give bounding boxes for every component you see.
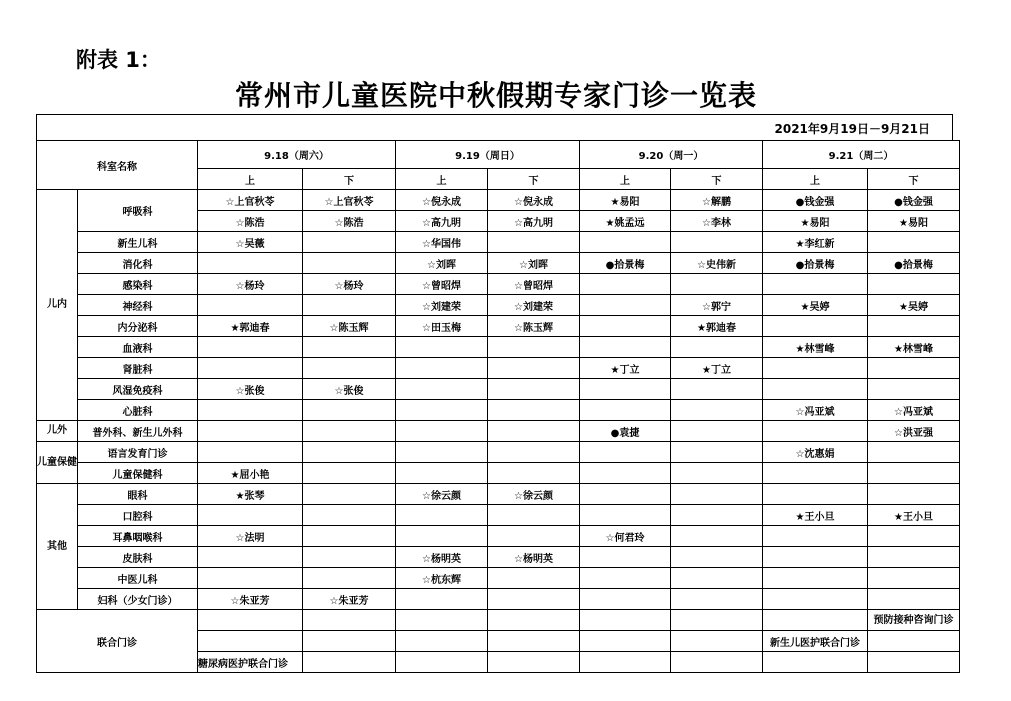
doctor-cell [303, 526, 396, 547]
doctor-cell [763, 379, 868, 400]
doctor-cell [671, 232, 763, 253]
date-range-bar [36, 114, 953, 140]
doctor-cell [198, 253, 303, 274]
doctor-cell: ●袁捷 [580, 421, 671, 442]
doctor-cell [763, 358, 868, 379]
empty-cell [671, 610, 763, 631]
doctor-cell: ☆曾昭焊 [396, 274, 488, 295]
table-row [37, 253, 960, 274]
group-label: 儿外 [37, 421, 78, 442]
doctor-cell [580, 232, 671, 253]
doctor-cell: ☆华国伟 [396, 232, 488, 253]
doctor-cell: ★易阳 [763, 211, 868, 232]
pm-header: 下 [671, 169, 763, 190]
doctor-cell [580, 379, 671, 400]
dept-name: 儿童保健科 [78, 463, 198, 484]
doctor-cell [198, 400, 303, 421]
doctor-cell: ☆田玉梅 [396, 316, 488, 337]
doctor-cell [198, 295, 303, 316]
doctor-cell: ☆上官秋苓 [303, 190, 396, 211]
doctor-cell: ☆杨玲 [198, 274, 303, 295]
doctor-cell [580, 442, 671, 463]
doctor-cell [671, 526, 763, 547]
pm-header: 下 [303, 169, 396, 190]
doctor-cell [303, 547, 396, 568]
doctor-cell [671, 442, 763, 463]
doctor-cell [580, 547, 671, 568]
doctor-cell: ☆高九明 [488, 211, 580, 232]
doctor-cell [763, 484, 868, 505]
empty-cell [868, 652, 960, 673]
doctor-cell [868, 526, 960, 547]
doctor-cell: ☆上官秋苓 [198, 190, 303, 211]
doctor-cell [868, 232, 960, 253]
dept-name: 口腔科 [78, 505, 198, 526]
dept-name: 耳鼻咽喉科 [78, 526, 198, 547]
table-row [37, 526, 960, 547]
pm-header: 下 [488, 169, 580, 190]
doctor-cell [763, 568, 868, 589]
doctor-cell [303, 253, 396, 274]
dept-name: 感染科 [78, 274, 198, 295]
doctor-cell: ☆杨明英 [488, 547, 580, 568]
doctor-cell [488, 379, 580, 400]
doctor-cell: ☆杨明英 [396, 547, 488, 568]
doctor-cell: ●拾景梅 [868, 253, 960, 274]
doctor-cell [868, 316, 960, 337]
doctor-cell [396, 505, 488, 526]
doctor-cell: ☆解鹏 [671, 190, 763, 211]
am-header: 上 [396, 169, 488, 190]
doctor-cell [488, 337, 580, 358]
table-row [37, 442, 960, 463]
doctor-cell: ☆陈玉辉 [303, 316, 396, 337]
doctor-cell [868, 463, 960, 484]
doctor-cell [396, 358, 488, 379]
dept-name: 消化科 [78, 253, 198, 274]
joint-clinic-cell: 糖尿病医护联合门诊 [198, 652, 303, 673]
table-row [37, 547, 960, 568]
date-header: 9.21（周二） [763, 141, 960, 169]
doctor-cell: ★郭迪春 [671, 316, 763, 337]
doctor-cell: ★林雪峰 [763, 337, 868, 358]
doctor-cell [488, 463, 580, 484]
doctor-cell: ★王小旦 [763, 505, 868, 526]
doctor-cell [396, 421, 488, 442]
doctor-cell: ☆沈惠娟 [763, 442, 868, 463]
group-label: 其他 [37, 484, 78, 610]
doctor-cell [198, 358, 303, 379]
doctor-cell: ☆张俊 [198, 379, 303, 400]
doctor-cell [396, 442, 488, 463]
doctor-cell: ☆何君玲 [580, 526, 671, 547]
empty-cell [671, 631, 763, 652]
doctor-cell: ☆杨玲 [303, 274, 396, 295]
doctor-cell [488, 421, 580, 442]
empty-cell [671, 652, 763, 673]
doctor-cell [763, 274, 868, 295]
doctor-cell [303, 337, 396, 358]
doctor-cell [303, 358, 396, 379]
empty-cell [303, 652, 396, 673]
doctor-cell: ☆张俊 [303, 379, 396, 400]
doctor-cell: ☆陈玉辉 [488, 316, 580, 337]
doctor-cell [488, 568, 580, 589]
doctor-cell [396, 400, 488, 421]
doctor-cell [198, 547, 303, 568]
doctor-cell [396, 337, 488, 358]
doctor-cell [580, 295, 671, 316]
am-header: 上 [198, 169, 303, 190]
empty-cell [580, 610, 671, 631]
table-row [37, 190, 960, 211]
doctor-cell [763, 547, 868, 568]
dept-name: 血液科 [78, 337, 198, 358]
doctor-cell: ★易阳 [868, 211, 960, 232]
doctor-cell [396, 589, 488, 610]
doctor-cell: ☆高九明 [396, 211, 488, 232]
doctor-cell [671, 274, 763, 295]
dept-name: 肾脏科 [78, 358, 198, 379]
doctor-cell: ☆倪永成 [396, 190, 488, 211]
table-row [37, 463, 960, 484]
empty-cell [198, 631, 303, 652]
date-header: 9.18（周六） [198, 141, 396, 169]
doctor-cell: ☆史伟新 [671, 253, 763, 274]
table-row [37, 568, 960, 589]
group-label: 儿内 [37, 190, 78, 421]
empty-cell [763, 610, 868, 631]
doctor-cell [303, 232, 396, 253]
empty-cell [488, 652, 580, 673]
dept-name: 内分泌科 [78, 316, 198, 337]
empty-cell [763, 652, 868, 673]
doctor-cell [671, 400, 763, 421]
doctor-cell: ☆朱亚芳 [303, 589, 396, 610]
dept-header: 科室名称 [37, 141, 198, 190]
group-label: 儿童保健 [37, 442, 78, 484]
empty-cell [488, 631, 580, 652]
doctor-cell [580, 505, 671, 526]
doctor-cell [763, 526, 868, 547]
doctor-cell [868, 442, 960, 463]
appendix-label: 附表 1： [76, 48, 161, 72]
doctor-cell [303, 295, 396, 316]
table-row [37, 505, 960, 526]
doctor-cell: ★吴婷 [868, 295, 960, 316]
doctor-cell: ●钱金强 [763, 190, 868, 211]
doctor-cell [671, 505, 763, 526]
dept-name: 妇科（少女门诊） [78, 589, 198, 610]
doctor-cell: ★丁立 [671, 358, 763, 379]
doctor-cell [396, 463, 488, 484]
empty-cell [396, 610, 488, 631]
joint-clinic-label: 联合门诊 [37, 610, 198, 673]
doctor-cell [488, 589, 580, 610]
am-header: 上 [580, 169, 671, 190]
table-row [37, 337, 960, 358]
doctor-cell [303, 442, 396, 463]
doctor-cell: ☆刘晖 [396, 253, 488, 274]
empty-cell [198, 610, 303, 631]
table-row [37, 379, 960, 400]
doctor-cell: ●拾景梅 [580, 253, 671, 274]
doctor-cell [763, 463, 868, 484]
joint-clinic-cell: 预防接种咨询门诊 [868, 610, 960, 631]
doctor-cell [488, 505, 580, 526]
doctor-cell: ★李红新 [763, 232, 868, 253]
dept-name: 眼科 [78, 484, 198, 505]
table-row [37, 232, 960, 253]
doctor-cell [868, 484, 960, 505]
table-row [37, 316, 960, 337]
doctor-cell [671, 421, 763, 442]
doctor-cell [198, 568, 303, 589]
dept-name: 普外科、新生儿外科 [78, 421, 198, 442]
table-row [37, 484, 960, 505]
empty-cell [580, 631, 671, 652]
date-range: 2021年9月19日－9月21日 [774, 122, 930, 136]
doctor-cell [303, 400, 396, 421]
page-title: 常州市儿童医院中秋假期专家门诊一览表 [234, 79, 757, 112]
table-row [37, 295, 960, 316]
doctor-cell [580, 400, 671, 421]
doctor-cell [198, 337, 303, 358]
doctor-cell [763, 316, 868, 337]
empty-cell [396, 652, 488, 673]
doctor-cell [868, 379, 960, 400]
doctor-cell: ☆陈浩 [198, 211, 303, 232]
doctor-cell [488, 526, 580, 547]
dept-name: 心脏科 [78, 400, 198, 421]
doctor-cell: ☆刘建荣 [396, 295, 488, 316]
doctor-cell [868, 358, 960, 379]
schedule-table [36, 140, 960, 673]
doctor-cell [580, 589, 671, 610]
doctor-cell: ★林雪峰 [868, 337, 960, 358]
doctor-cell [396, 526, 488, 547]
doctor-cell: ●拾景梅 [763, 253, 868, 274]
doctor-cell [488, 358, 580, 379]
doctor-cell [580, 463, 671, 484]
doctor-cell: ☆刘建荣 [488, 295, 580, 316]
doctor-cell [488, 442, 580, 463]
doctor-cell [580, 274, 671, 295]
doctor-cell [580, 484, 671, 505]
doctor-cell [488, 400, 580, 421]
empty-cell [580, 652, 671, 673]
doctor-cell [580, 316, 671, 337]
dept-name: 皮肤科 [78, 547, 198, 568]
empty-cell [396, 631, 488, 652]
doctor-cell [671, 463, 763, 484]
doctor-cell: ☆郭宁 [671, 295, 763, 316]
dept-name: 新生儿科 [78, 232, 198, 253]
doctor-cell: ★易阳 [580, 190, 671, 211]
doctor-cell: ●钱金强 [868, 190, 960, 211]
table-row [37, 358, 960, 379]
doctor-cell [671, 337, 763, 358]
doctor-cell [671, 379, 763, 400]
am-header: 上 [763, 169, 868, 190]
empty-cell [488, 610, 580, 631]
doctor-cell: ☆朱亚芳 [198, 589, 303, 610]
doctor-cell: ☆倪永成 [488, 190, 580, 211]
date-header: 9.19（周日） [396, 141, 580, 169]
dept-name: 呼吸科 [78, 190, 198, 232]
dept-name: 中医儿科 [78, 568, 198, 589]
doctor-cell: ☆杭东辉 [396, 568, 488, 589]
doctor-cell: ☆冯亚斌 [868, 400, 960, 421]
table-row [37, 610, 960, 631]
doctor-cell [671, 568, 763, 589]
doctor-cell [868, 274, 960, 295]
doctor-cell: ☆徐云颜 [396, 484, 488, 505]
doctor-cell [580, 568, 671, 589]
doctor-cell: ★丁立 [580, 358, 671, 379]
table-row [37, 274, 960, 295]
doctor-cell: ☆法明 [198, 526, 303, 547]
doctor-cell [396, 379, 488, 400]
doctor-cell [198, 505, 303, 526]
doctor-cell [671, 589, 763, 610]
doctor-cell: ★屈小艳 [198, 463, 303, 484]
dept-name: 风湿免疫科 [78, 379, 198, 400]
doctor-cell [303, 505, 396, 526]
date-header: 9.20（周一） [580, 141, 763, 169]
doctor-cell [198, 421, 303, 442]
doctor-cell [868, 547, 960, 568]
doctor-cell [303, 568, 396, 589]
doctor-cell [868, 568, 960, 589]
dept-name: 神经科 [78, 295, 198, 316]
joint-clinic-cell: 新生儿医护联合门诊 [763, 631, 868, 652]
doctor-cell: ☆刘晖 [488, 253, 580, 274]
table-row [37, 400, 960, 421]
doctor-cell [488, 232, 580, 253]
doctor-cell: ☆曾昭焊 [488, 274, 580, 295]
doctor-cell: ★郭迪春 [198, 316, 303, 337]
doctor-cell [763, 589, 868, 610]
empty-cell [303, 610, 396, 631]
doctor-cell [303, 463, 396, 484]
doctor-cell [671, 547, 763, 568]
doctor-cell: ★王小旦 [868, 505, 960, 526]
empty-cell [303, 631, 396, 652]
empty-cell [868, 631, 960, 652]
doctor-cell [763, 421, 868, 442]
doctor-cell [303, 484, 396, 505]
doctor-cell [580, 337, 671, 358]
doctor-cell: ☆徐云颜 [488, 484, 580, 505]
doctor-cell [198, 442, 303, 463]
doctor-cell [671, 484, 763, 505]
dept-name: 语言发育门诊 [78, 442, 198, 463]
table-row [37, 421, 960, 442]
doctor-cell: ☆洪亚强 [868, 421, 960, 442]
doctor-cell: ★张琴 [198, 484, 303, 505]
doctor-cell [868, 589, 960, 610]
doctor-cell: ★吴婷 [763, 295, 868, 316]
doctor-cell: ☆吴薇 [198, 232, 303, 253]
table-row [37, 589, 960, 610]
doctor-cell: ☆李林 [671, 211, 763, 232]
doctor-cell [303, 421, 396, 442]
doctor-cell: ☆冯亚斌 [763, 400, 868, 421]
doctor-cell: ★姚孟远 [580, 211, 671, 232]
doctor-cell: ☆陈浩 [303, 211, 396, 232]
pm-header: 下 [868, 169, 960, 190]
